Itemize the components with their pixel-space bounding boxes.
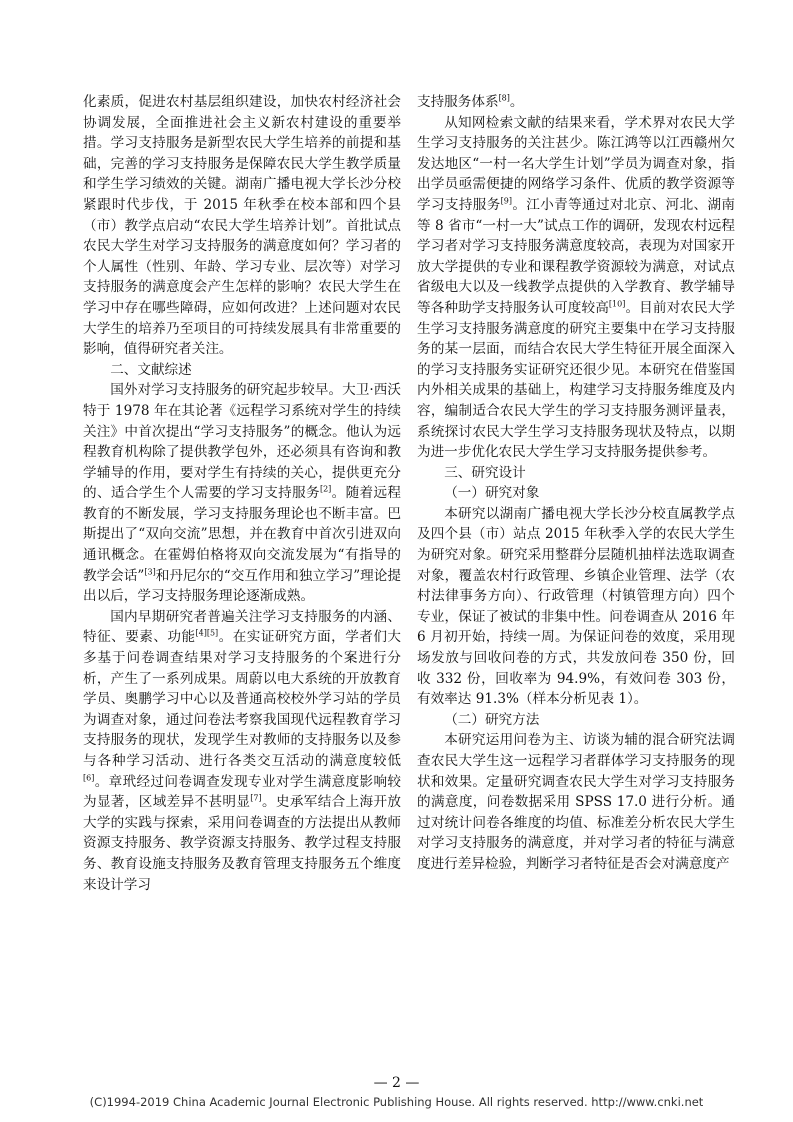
paragraph-domestic-research: 国内早期研究者普遍关注学习支持服务的内涵、特征、要素、功能[4][5]。在实证研究方面，学者们大多基于问卷调查结果对学习支持服务的个案进行分析，产生了一系列成果。周蔚以电大系统的开放教育学员、奥鹏学习中心以及普通高校校外学习站的学员为调查对象，通过问卷法考察我国现代远程教育学习支持服务的现状，发现学生对教师的支持服务以及参与各种学习活动、进行各类交互活动的满意度较低[6]。章玳经过问卷调查发现专业对学生满意度影响较为显著，区域差异不甚明显[7]。史承军结合上海开放大学的实践与探索，采用问卷调查的方法提出从教师资源支持服务、教学资源支持服务、教学过程支持服务、教育设施支持服务及教育管理支持服务五个维度来设计学习 — [83, 608, 402, 893]
citation: [2] — [319, 484, 332, 494]
citation: [4][5] — [195, 628, 219, 638]
citation: [10] — [608, 299, 626, 309]
page-number: — 2 — — [373, 1075, 420, 1091]
right-column — [417, 92, 735, 875]
section-heading-research-design: 三、研究设计 — [444, 464, 526, 481]
citation: [7] — [250, 793, 262, 803]
paragraph-cnki-review: 从知网检索文献的结果来看，学术界对农民大学生学习支持服务的关注甚少。陈江鸿等以江西赣州欠发达地区“一村一名大学生计划”学员为调查对象，指出学员亟需便捷的网络学习条件、优质的教学资源等学习支持服务[9]。江小青等通过对北京、河北、湖南等 8 省市“一村一大”试点工作的调研，发现农村远程学习者对学习支持服务满意度较高，表现为对国家开放大学提供的专业和课程教学资源较为满意，对试点省级电大以及一线教学点提供的入学教育、教学辅导等各种助学支持服务认可度较高[10]。目前对农民大学生学习支持服务满意度的研究主要集中在学习支持服务的某一层面，而结合农民大学生特征开展全面深入的学习支持服务实证研究还很少见。本研究在借鉴国内外相关成果的基础上，构建学习支持服务维度及内容，编制适合农民大学生的学习支持服务测评量表，系统探讨农民大学生学习支持服务现状及特点，以期为进一步优化农民大学生学习支持服务提供参考。 — [417, 114, 736, 461]
left-column — [83, 92, 401, 895]
paragraph-foreign-research: 国外对学习支持服务的研究起步较早。大卫·西沃特于 1978 年在其论著《远程学习系统对学生的持续关注》中首次提出“学习支持服务”的概念。他认为远程教育机构除了提供教学包外，还必须具有咨询和教学辅导的作用，要对学生有持续的关心，提供更充分的、适合学生个人需要的学习支持服务[2]。随着远程教育的不断发展，学习支持服务理论也不断丰富。巴斯提出了“双向交流”思想，并在教育中首次引进双向通讯概念。在霍姆伯格将双向交流发展为“有指导的教学会话”[3]和丹尼尔的“交互作用和独立学习”理论提出以后，学习支持服务理论逐渐成熟。 — [83, 382, 402, 605]
paragraph-intro-continued: 化素质，促进农村基层组织建设，加快农村经济社会协调发展，全面推进社会主义新农村建设的重要举措。学习支持服务是新型农民大学生培养的前提和基础，完善的学习支持服务是保障农民大学生教学质量和学生学习绩效的关键。湖南广播电视大学长沙分校紧跟时代步伐，于 2015 年秋季在校本部和四个县（市）教学点启动“农民大学生培养计划”。首批试点农民大学生对学习支持服务的满意度如何？学习者的个人属性（性别、年龄、学习专业、层次等）对学习支持服务的满意度会产生怎样的影响？农民大学生在学习中存在哪些障碍，应如何改进？上述问题对农民大学生的培养乃至项目的可持续发展具有非常重要的影响，值得研究者关注。 — [83, 94, 401, 358]
subsection-heading-research-subjects: （一）研究对象 — [444, 485, 540, 502]
paragraph-continued: 支持服务体系[8]。 — [417, 93, 524, 110]
citation: [9] — [500, 196, 512, 206]
paragraph-research-subjects: 本研究以湖南广播电视大学长沙分校直属教学点及四个县（市）站点 2015 年秋季入学的农民大学生为研究对象。研究采用整群分层随机抽样法选取调查对象，覆盖农村行政管理、乡镇企业管理、法学（农村法律事务方向）、行政管理（村镇管理方向）四个专业，保证了被试的非集中性。问卷调查从 2016 年 6 月初开始，持续一周。为保证问卷的效度，采用现场发放与回收问卷的方式，共发放问卷 350 份，回收 332 份，回收率为 94.9%，有效问卷 303 份，有效率达 91.3%（样本分析见表 1）。 — [417, 505, 735, 708]
citation: [8] — [498, 93, 510, 103]
citation: [3] — [144, 567, 156, 577]
paragraph-research-methods: 本研究运用问卷为主、访谈为辅的混合研究法调查农民大学生这一远程学习者群体学习支持服务的现状和效果。定量研究调查农民大学生对学习支持服务的满意度，问卷数据采用 SPSS 17.0 进行分析。通过对统计问卷各维度的均值、标准差分析农民大学生对学习支持服务的满意度，并对学习者的特征与满意度进行差异检验，判断学习者特征是否会对满意度产 — [417, 732, 735, 872]
citation: [6] — [83, 773, 95, 783]
subsection-heading-research-methods: （二）研究方法 — [444, 711, 540, 728]
section-heading-literature-review: 二、文献综述 — [110, 361, 192, 378]
copyright-footer: (C)1994-2019 China Academic Journal Electronic Publishing House. All rights reserved. http://www.cnki.net — [89, 1095, 704, 1109]
